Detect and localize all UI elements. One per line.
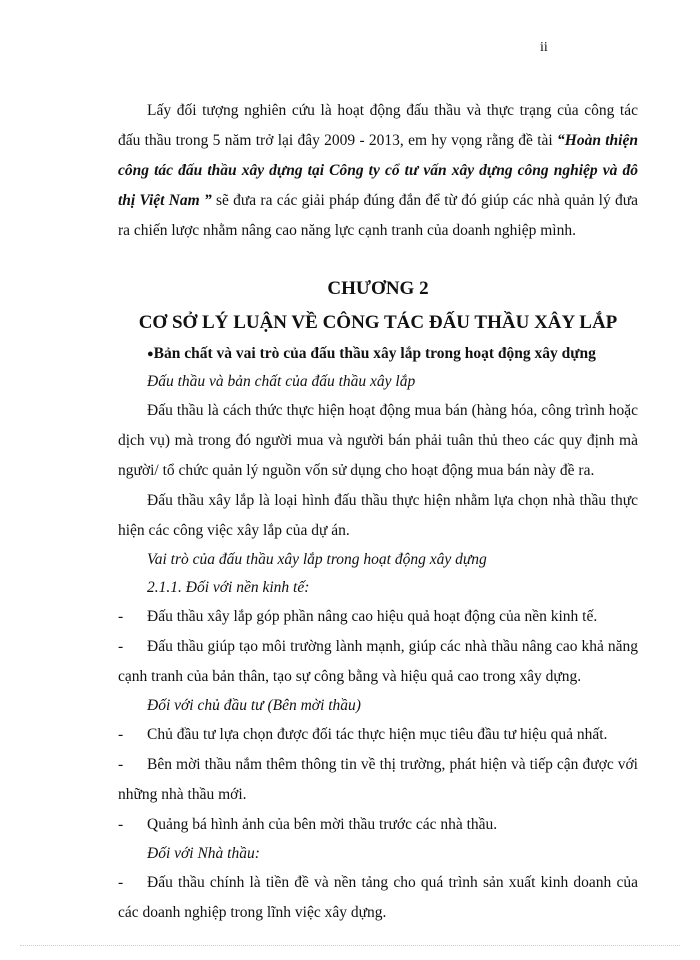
intro-text-1: Lấy đối tượng nghiên cứu là hoạt động đấu thầu và thực trạng của công tác đấu thầu trong 5 năm trở lại đây 2009 - 2013, em hy vọng rằng đề tài	[118, 102, 638, 149]
section-heading	[147, 340, 638, 368]
list-item	[118, 750, 638, 810]
dash-marker: -	[118, 756, 124, 773]
dash-marker: -	[118, 638, 124, 655]
document-body	[118, 96, 638, 928]
thesis-title: “Hoàn thiện công tác đấu thầu xây dựng tại Công ty cổ tư vấn xây dựng công nghiệp và đô thị Việt Nam ”	[118, 132, 638, 209]
page-divider	[20, 945, 680, 946]
intro-text-2: sẽ đưa ra các giải pháp đúng đắn để từ đó giúp các nhà quản lý đưa ra chiến lược nhằm nâng cao năng lực cạnh tranh của doanh nghiệp mình.	[118, 192, 638, 239]
list-item	[118, 810, 638, 840]
subheading-bidding-nature: Đấu thầu và bản chất của đấu thầu xây lắp	[147, 373, 416, 390]
subheading-contractor: Đối với Nhà thầu:	[147, 845, 260, 862]
economy-list	[118, 602, 638, 692]
dash-marker: -	[118, 726, 124, 743]
investor-list	[118, 720, 638, 840]
section-heading-text: Bản chất và vai trò của đấu thầu xây lắp trong hoạt động xây dựng	[153, 345, 596, 362]
list-item-text: Quảng bá hình ảnh của bên mời thầu trước các nhà thầu.	[147, 816, 498, 833]
list-item-text: Đấu thầu xây lắp góp phần nâng cao hiệu quả hoạt động của nền kinh tế.	[147, 608, 598, 625]
bullet-icon: ●	[147, 348, 154, 360]
list-item	[118, 632, 638, 692]
list-item	[118, 720, 638, 750]
list-item	[118, 602, 638, 632]
chapter-number: CHƯƠNG 2	[327, 278, 429, 299]
contractor-list	[118, 868, 638, 928]
list-item-text: Đấu thầu chính là tiền đề và nền tảng cho quá trình sản xuất kinh doanh của các doanh nghiệp trong lĩnh việc xây dựng.	[118, 874, 638, 921]
paragraph-construction-bidding: Đấu thầu xây lắp là loại hình đấu thầu thực hiện nhằm lựa chọn nhà thầu thực hiện các công việc xây lắp của dự án.	[118, 492, 638, 539]
subheading-bidding-role: Vai trò của đấu thầu xây lắp trong hoạt động xây dựng	[147, 551, 487, 568]
subheading-investor: Đối với chủ đầu tư (Bên mời thầu)	[147, 697, 361, 714]
dash-marker: -	[118, 874, 124, 891]
dash-marker: -	[118, 816, 124, 833]
chapter-title: CƠ SỞ LÝ LUẬN VỀ CÔNG TÁC ĐẤU THẦU XÂY LẮP	[138, 312, 618, 333]
list-item-text: Bên mời thầu nắm thêm thông tin về thị trường, phát hiện và tiếp cận được với những nhà thầu mới.	[118, 756, 638, 803]
intro-paragraph	[118, 96, 638, 246]
paragraph-bidding-definition: Đấu thầu là cách thức thực hiện hoạt động mua bán (hàng hóa, công trình hoặc dịch vụ) mà trong đó người mua và người bán phải tuân thủ theo các quy định mà người/ tổ chức quản lý nguồn vốn sử dụng cho hoạt động mua bán này đề ra.	[118, 402, 638, 479]
page-number: ii	[540, 40, 548, 55]
subheading-economy: 2.1.1. Đối với nền kinh tế:	[147, 579, 310, 596]
dash-marker: -	[118, 608, 124, 625]
list-item-text: Chủ đầu tư lựa chọn được đối tác thực hiện mục tiêu đầu tư hiệu quả nhất.	[147, 726, 608, 743]
list-item-text: Đấu thầu giúp tạo môi trường lành mạnh, giúp các nhà thầu nâng cao khả năng cạnh tranh của bản thân, tạo sự công bằng và hiệu quả cao trong xây dựng.	[118, 638, 638, 685]
list-item	[118, 868, 638, 928]
